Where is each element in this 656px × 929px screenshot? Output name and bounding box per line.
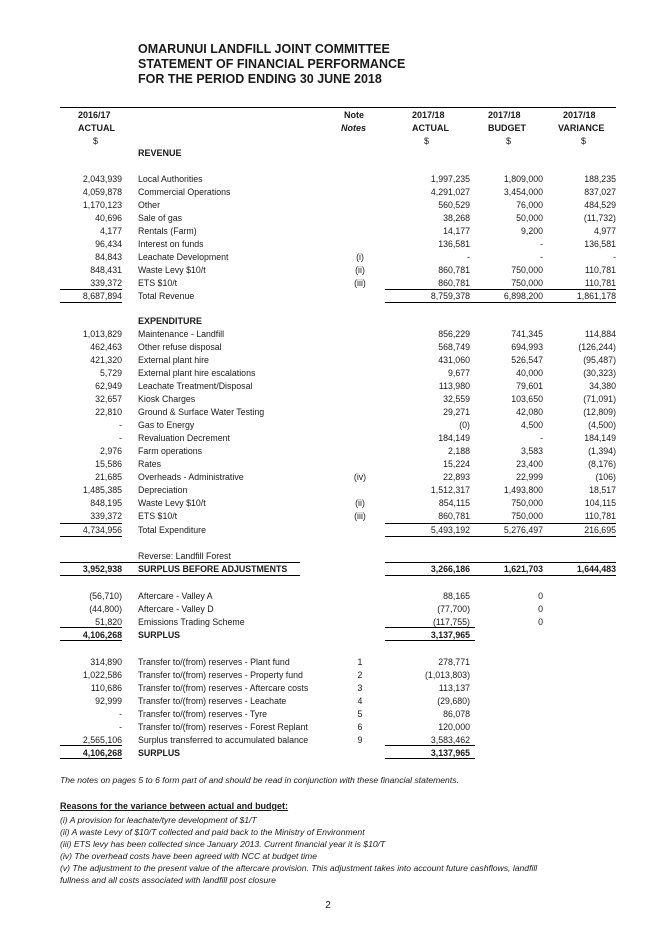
table-row: [0, 670, 656, 683]
table-row: [0, 433, 656, 446]
table-row: [0, 604, 656, 617]
row-label: Rates: [138, 459, 161, 469]
budget-cell: 0: [538, 591, 543, 601]
current-actual-cell: 854,115: [438, 498, 470, 508]
row-label: Reverse: Landfill Forest: [138, 551, 231, 561]
table-row: [0, 683, 656, 696]
table-row: [0, 617, 656, 630]
current-actual-cell: 5,493,192: [430, 525, 470, 535]
rule-rev-a: [60, 289, 122, 290]
prior-actual-cell: 4,059,878: [82, 187, 122, 197]
variance-reasons-heading: Reasons for the variance between actual and budget:: [60, 801, 289, 811]
current-budget-header: BUDGET: [488, 123, 526, 133]
variance-reason: fullness and all costs associated with landfill post closure: [60, 875, 276, 885]
row-label: Interest on funds: [138, 239, 204, 249]
row-label: Ground & Surface Water Testing: [138, 407, 265, 417]
current-actual-header: ACTUAL: [412, 123, 449, 133]
budget-cell: 103,650: [511, 394, 543, 404]
current-actual-cell: -: [467, 252, 470, 262]
row-label: Maintenance - Landfill: [138, 329, 225, 339]
prior-actual-cell: (56,710): [89, 591, 122, 601]
row-label: SURPLUS: [138, 630, 181, 640]
expenditure-section-heading: EXPENDITURE: [138, 316, 203, 326]
rule-rev-cde-bottom: [385, 302, 616, 303]
budget-cell: 23,400: [516, 459, 543, 469]
variance-reason: (ii) A waste Levy of $10/T collected and paid back to the Ministry of Environment: [60, 827, 365, 837]
prior-actual-cell: 339,372: [90, 278, 122, 288]
rule-surplus-a-bottom: [60, 640, 122, 641]
row-label: Transfer to/(from) reserves - Aftercare costs: [138, 683, 309, 693]
row-label: Overheads - Administrative: [138, 472, 244, 482]
row-label: Surplus transferred to accumulated balance: [138, 735, 309, 745]
prior-actual-cell: 421,320: [90, 355, 122, 365]
prior-actual-cell: 8,687,894: [82, 291, 122, 301]
prior-actual-cell: 51,820: [95, 617, 122, 627]
table-row: [0, 368, 656, 381]
budget-cell: 40,000: [516, 368, 543, 378]
variance-reason: (i) A provision for leachate/tyre development of $1/T: [60, 815, 257, 825]
prior-actual-cell: 4,106,268: [82, 748, 122, 758]
budget-cell: 9,200: [520, 226, 543, 236]
current-actual-cell: 184,149: [438, 433, 470, 443]
rule-exp-cde: [385, 523, 616, 524]
current-actual-cell: 8,759,378: [430, 291, 470, 301]
table-row: [0, 657, 656, 670]
budget-cell: 3,583: [520, 446, 543, 456]
prior-actual-cell: 5,729: [99, 368, 122, 378]
rule-final-a-bottom: [60, 758, 122, 759]
note-cell: (iii): [354, 278, 366, 288]
budget-cell: -: [540, 239, 543, 249]
table-row: [0, 200, 656, 213]
current-actual-cell: 15,224: [443, 459, 470, 469]
rule-exp-a: [60, 523, 122, 524]
variance-cell: -: [613, 252, 616, 262]
prior-actual-cell: 848,431: [90, 265, 122, 275]
current-actual-cell: 860,781: [438, 265, 470, 275]
budget-cell: 750,000: [511, 498, 543, 508]
current-variance-header: VARIANCE: [558, 123, 605, 133]
current-actual-cell: (117,755): [432, 617, 470, 627]
current-actual-cell: 38,268: [443, 213, 470, 223]
variance-cell: 110,781: [584, 511, 616, 521]
table-row: [0, 265, 656, 278]
variance-cell: (30,323): [583, 368, 616, 378]
table-row: [0, 696, 656, 709]
current-actual-cell: 32,559: [443, 394, 470, 404]
prior-actual-cell: 40,696: [95, 213, 122, 223]
prior-actual-cell: -: [119, 722, 122, 732]
prior-actual-cell: 2,565,106: [82, 735, 122, 745]
current-actual-cell: 3,583,462: [430, 735, 470, 745]
table-row: [0, 174, 656, 187]
row-label: Transfer to/(from) reserves - Tyre: [138, 709, 268, 719]
note-cell: (ii): [355, 498, 365, 508]
table-row: [0, 187, 656, 200]
row-label: Other refuse disposal: [138, 342, 222, 352]
budget-cell: 6,898,200: [503, 291, 543, 301]
variance-cell: 104,115: [584, 498, 616, 508]
prior-actual-cell: -: [119, 709, 122, 719]
note-cell: 1: [357, 657, 363, 667]
prior-actual-cell: 15,586: [95, 459, 122, 469]
table-row: [0, 498, 656, 511]
note-cell: 6: [357, 722, 363, 732]
prior-actual-cell: 96,434: [95, 239, 122, 249]
row-label: Transfer to/(from) reserves - Plant fund: [138, 657, 290, 667]
budget-cell: -: [540, 252, 543, 262]
rule-sba-top-left: [60, 562, 300, 563]
table-row: [0, 446, 656, 459]
table-row: [0, 748, 656, 761]
current-year-header-actual: 2017/18: [412, 110, 445, 120]
row-label: Leachate Development: [138, 252, 229, 262]
rule-final-a: [60, 745, 122, 746]
rule-rev-a-bottom: [60, 302, 122, 303]
current-budget-unit: $: [506, 136, 512, 146]
note-cell: 9: [357, 735, 363, 745]
budget-cell: 4,500: [520, 420, 543, 430]
variance-cell: 18,517: [589, 485, 616, 495]
table-row: [0, 459, 656, 472]
note-cell: (ii): [355, 265, 365, 275]
budget-cell: 750,000: [511, 511, 543, 521]
report-title-line-3: FOR THE PERIOD ENDING 30 JUNE 2018: [138, 72, 382, 86]
current-actual-cell: 9,677: [447, 368, 470, 378]
variance-cell: (106): [595, 472, 616, 482]
table-row: [0, 630, 656, 643]
variance-reason: (v) The adjustment to the present value of the aftercare provision. This adjustment takes into account future cashflows, landfill: [60, 863, 538, 873]
row-label: ETS $10/t: [138, 511, 178, 521]
prior-actual-cell: 4,734,956: [82, 525, 122, 535]
table-row: [0, 420, 656, 433]
variance-cell: 484,529: [584, 200, 616, 210]
prior-actual-cell: 339,372: [90, 511, 122, 521]
row-label: External plant hire: [138, 355, 209, 365]
table-row: [0, 485, 656, 498]
table-row: [0, 472, 656, 485]
row-label: Transfer to/(from) reserves - Property fund: [138, 670, 303, 680]
prior-actual-cell: 848,195: [90, 498, 122, 508]
prior-actual-cell: 110,686: [90, 683, 122, 693]
prior-actual-cell: 4,106,268: [82, 630, 122, 640]
prior-actual-cell: 21,685: [95, 472, 122, 482]
variance-cell: 216,695: [584, 525, 616, 535]
row-label: SURPLUS: [138, 748, 181, 758]
notes-header: Notes: [341, 123, 367, 133]
row-label: Total Expenditure: [138, 525, 206, 535]
prior-actual-cell: 4,177: [99, 226, 122, 236]
variance-cell: 114,884: [584, 329, 616, 339]
report-title-line-2: STATEMENT OF FINANCIAL PERFORMANCE: [138, 57, 406, 71]
row-label: ETS $10/t: [138, 278, 178, 288]
prior-actual-cell: 2,043,939: [82, 174, 122, 184]
variance-cell: 4,977: [593, 226, 616, 236]
current-actual-cell: 431,060: [438, 355, 470, 365]
current-actual-cell: 136,581: [438, 239, 470, 249]
row-label: Emissions Trading Scheme: [138, 617, 245, 627]
variance-cell: 184,149: [584, 433, 616, 443]
row-label: Waste Levy $10/t: [138, 498, 206, 508]
row-label: Kiosk Charges: [138, 394, 196, 404]
page-number: 2: [325, 900, 331, 911]
budget-cell: -: [540, 433, 543, 443]
budget-cell: 79,601: [516, 381, 543, 391]
note-cell: (iv): [353, 472, 367, 482]
table-row: [0, 213, 656, 226]
budget-cell: 5,276,497: [503, 525, 543, 535]
current-actual-cell: (29,680): [437, 696, 470, 706]
variance-cell: (8,176): [588, 459, 616, 469]
note-cell: (i): [356, 252, 364, 262]
budget-cell: 741,345: [511, 329, 543, 339]
note-cell: 2: [357, 670, 363, 680]
row-label: Local Authorities: [138, 174, 203, 184]
current-actual-cell: 278,771: [438, 657, 470, 667]
row-label: SURPLUS BEFORE ADJUSTMENTS: [138, 564, 288, 574]
current-actual-cell: 29,271: [443, 407, 470, 417]
current-year-header-variance: 2017/18: [563, 110, 596, 120]
prior-actual-cell: -: [119, 420, 122, 430]
table-row: [0, 709, 656, 722]
current-actual-cell: 120,000: [438, 722, 470, 732]
variance-cell: (4,500): [588, 420, 616, 430]
row-label: Depreciation: [138, 485, 188, 495]
revenue-section-heading: REVENUE: [138, 148, 182, 158]
row-label: Waste Levy $10/t: [138, 265, 206, 275]
table-row: [0, 239, 656, 252]
variance-cell: 34,380: [589, 381, 616, 391]
prior-actual-cell: 1,170,123: [82, 200, 122, 210]
current-year-header-budget: 2017/18: [488, 110, 521, 120]
prior-actual-cell: 1,022,586: [82, 670, 122, 680]
current-actual-cell: 113,980: [438, 381, 470, 391]
prior-actual-cell: -: [119, 433, 122, 443]
table-row: [0, 394, 656, 407]
table-row: [0, 722, 656, 735]
row-label: Rentals (Farm): [138, 226, 197, 236]
current-actual-cell: 22,893: [443, 472, 470, 482]
table-row: [0, 407, 656, 420]
budget-cell: 526,547: [511, 355, 543, 365]
current-actual-cell: 1,512,317: [430, 485, 470, 495]
rule-surplus-a: [60, 627, 122, 628]
prior-actual-cell: 314,890: [90, 657, 122, 667]
row-label: Aftercare - Valley A: [138, 591, 213, 601]
variance-cell: 837,027: [584, 187, 616, 197]
current-actual-cell: (0): [459, 420, 470, 430]
row-label: Leachate Treatment/Disposal: [138, 381, 253, 391]
budget-cell: 1,809,000: [503, 174, 543, 184]
table-row: [0, 735, 656, 748]
prior-actual-cell: 462,463: [90, 342, 122, 352]
current-actual-cell: 568,749: [438, 342, 470, 352]
current-actual-cell: 3,137,965: [430, 630, 470, 640]
prior-year-header: 2016/17: [78, 110, 111, 120]
prior-actual-cell: 84,843: [95, 252, 122, 262]
row-label: External plant hire escalations: [138, 368, 256, 378]
variance-cell: (1,394): [588, 446, 616, 456]
variance-cell: 1,644,483: [576, 564, 616, 574]
budget-cell: 22,999: [516, 472, 543, 482]
rule-exp-a-bottom: [60, 536, 122, 537]
current-actual-cell: 2,188: [447, 446, 470, 456]
current-actual-cell: 1,997,235: [430, 174, 470, 184]
note-cell: 5: [357, 709, 363, 719]
prior-actual-cell: 62,949: [95, 381, 122, 391]
current-actual-cell: (77,700): [437, 604, 470, 614]
budget-cell: 0: [538, 604, 543, 614]
budget-cell: 76,000: [516, 200, 543, 210]
prior-actual-cell: 22,810: [95, 407, 122, 417]
prior-actual-cell: (44,800): [89, 604, 122, 614]
rule-final-c-bottom: [385, 758, 475, 759]
row-label: Transfer to/(from) reserves - Leachate: [138, 696, 287, 706]
rule-sba-top-right: [385, 562, 616, 563]
current-actual-cell: 860,781: [438, 278, 470, 288]
current-actual-cell: 3,266,186: [430, 564, 470, 574]
rule-exp-cde-bottom: [385, 536, 616, 537]
rule-surplus-c-bottom: [385, 640, 475, 641]
row-label: Transfer to/(from) reserves - Forest Replant: [138, 722, 308, 732]
current-actual-cell: 4,291,027: [430, 187, 470, 197]
current-actual-unit: $: [424, 136, 430, 146]
budget-cell: 3,454,000: [503, 187, 543, 197]
current-actual-cell: 3,137,965: [430, 748, 470, 758]
variance-reason: (iii) ETS levy has been collected since January 2013. Current financial year it is $10/T: [60, 839, 386, 849]
row-label: Aftercare - Valley D: [138, 604, 214, 614]
variance-cell: 110,781: [584, 265, 616, 275]
variance-cell: 188,235: [584, 174, 616, 184]
current-actual-cell: (1,013,803): [425, 670, 470, 680]
current-actual-cell: 860,781: [438, 511, 470, 521]
prior-actual-cell: 3,952,938: [82, 564, 122, 574]
note-header: Note: [344, 110, 364, 120]
note-cell: (iii): [354, 511, 366, 521]
footer-note: The notes on pages 5 to 6 form part of and should be read in conjunction with these financial statements.: [60, 775, 459, 785]
prior-actual-cell: 1,013,829: [82, 329, 122, 339]
current-actual-cell: 88,165: [443, 591, 470, 601]
table-row: [0, 381, 656, 394]
current-actual-cell: 113,137: [438, 683, 470, 693]
variance-cell: 1,861,178: [576, 291, 616, 301]
prior-actual-cell: 32,657: [95, 394, 122, 404]
row-label: Gas to Energy: [138, 420, 195, 430]
prior-actual-cell: 1,485,385: [82, 485, 122, 495]
row-label: Total Revenue: [138, 291, 195, 301]
row-label: Other: [138, 200, 161, 210]
prior-actual-cell: 92,999: [95, 696, 122, 706]
rule-sba-bottom-right: [385, 575, 616, 576]
variance-cell: (12,809): [583, 407, 616, 417]
variance-cell: (95,487): [583, 355, 616, 365]
current-actual-cell: 560,529: [438, 200, 470, 210]
current-actual-cell: 86,078: [443, 709, 470, 719]
prior-unit-header: $: [93, 136, 99, 146]
report-title-line-1: OMARUNUI LANDFILL JOINT COMMITTEE: [138, 42, 390, 56]
rule-final-c: [385, 745, 475, 746]
table-row: [0, 226, 656, 239]
variance-cell: (11,732): [583, 213, 616, 223]
budget-cell: 50,000: [516, 213, 543, 223]
table-row: [0, 342, 656, 355]
row-label: Commercial Operations: [138, 187, 231, 197]
budget-cell: 694,993: [511, 342, 543, 352]
rule-surplus-c: [385, 627, 475, 628]
prior-actual-header: ACTUAL: [78, 123, 115, 133]
current-actual-cell: 856,229: [438, 329, 470, 339]
current-actual-cell: 14,177: [443, 226, 470, 236]
row-label: Sale of gas: [138, 213, 183, 223]
variance-cell: 136,581: [584, 239, 616, 249]
note-cell: 3: [357, 683, 363, 693]
budget-cell: 750,000: [511, 265, 543, 275]
row-label: Revaluation Decrement: [138, 433, 230, 443]
current-variance-unit: $: [581, 136, 587, 146]
variance-cell: (71,091): [583, 394, 616, 404]
variance-cell: (126,244): [578, 342, 616, 352]
prior-actual-cell: 2,976: [99, 446, 122, 456]
budget-cell: 1,493,800: [503, 485, 543, 495]
budget-cell: 1,621,703: [503, 564, 543, 574]
variance-reason: (iv) The overhead costs have been agreed with NCC at budget time: [60, 851, 317, 861]
budget-cell: 0: [538, 617, 543, 627]
rule-rev-cde: [385, 289, 616, 290]
table-row: [0, 252, 656, 265]
table-row: [0, 591, 656, 604]
budget-cell: 750,000: [511, 278, 543, 288]
rule-sba-bottom-left: [60, 575, 300, 576]
table-row: [0, 355, 656, 368]
row-label: Farm operations: [138, 446, 203, 456]
variance-cell: 110,781: [584, 278, 616, 288]
note-cell: 4: [357, 696, 363, 706]
budget-cell: 42,080: [516, 407, 543, 417]
table-row: [0, 329, 656, 342]
